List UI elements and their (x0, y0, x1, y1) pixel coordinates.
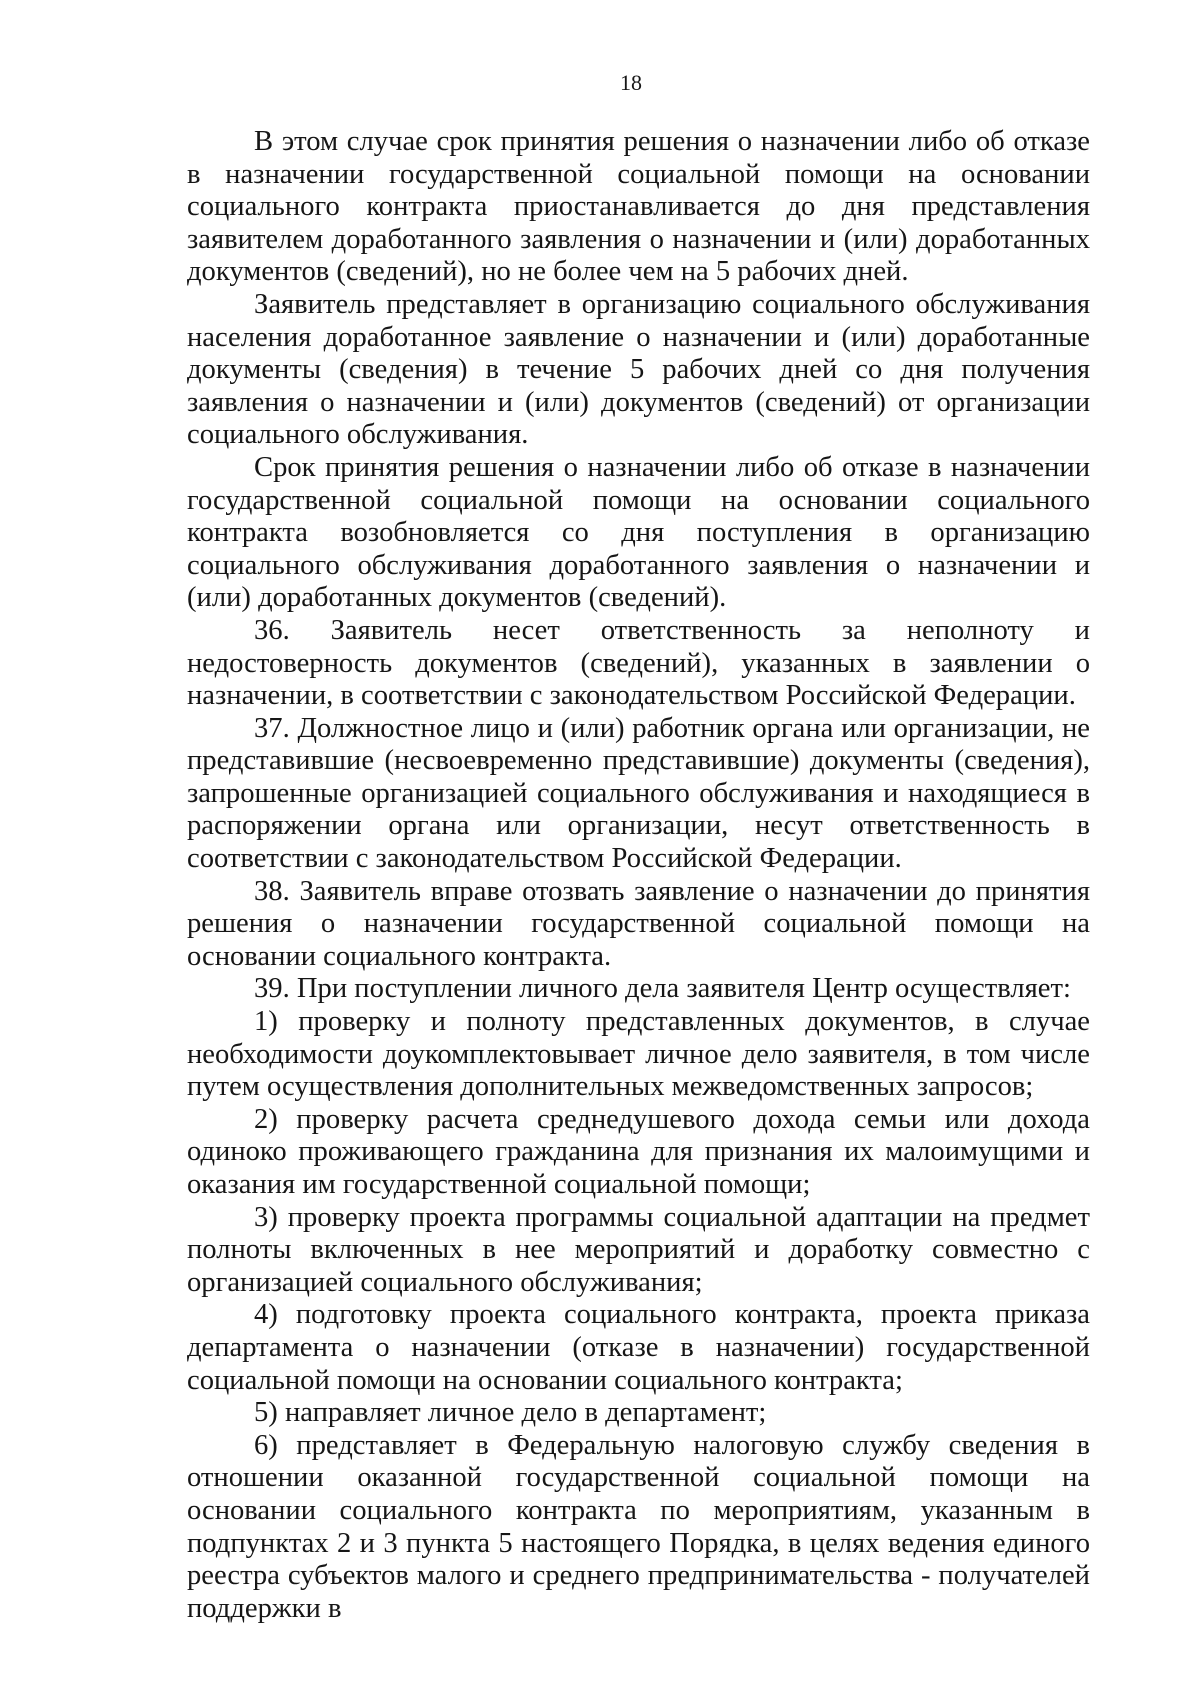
page-number: 18 (620, 70, 642, 95)
subitem-3: 3) проверку проекта программы социальной адаптации на предмет полноты включенных в нее мероприятий и доработку совместно с организацией социального обслуживания; (187, 1201, 1090, 1298)
paragraph-applicant-submits: Заявитель представляет в организацию социального обслуживания населения доработанное заявление о назначении и (или) доработанные документы (сведения) в течение 5 рабочих дней со дня получения заявления о назначении и (или) документов (сведений) от организации социального обслуживания. (187, 288, 1090, 451)
paragraph-term-suspension: В этом случае срок принятия решения о назначении либо об отказе в назначении государственной социальной помощи на основании социального контракта приостанавливается до дня представления заявителем доработанного заявления о назначении и (или) доработанных документов (сведений), но не более чем на 5 рабочих дней. (187, 126, 1090, 288)
subitem-2: 2) проверку расчета среднедушевого дохода семьи или дохода одиноко проживающего гражданина для признания их малоимущими и оказания им государственной социальной помощи; (187, 1103, 1090, 1200)
paragraph-item-37: 37. Должностное лицо и (или) работник органа или организации, не представившие (несвоевременно представившие) документы (сведения), запрошенные организацией социального обслуживания и находящиеся в распоряжении органа или организации, несут ответственность в соответствии с законодательством Российской Федерации. (187, 712, 1090, 875)
subitem-1: 1) проверку и полноту представленных документов, в случае необходимости доукомплектовывает личное дело заявителя, в том числе путем осуществления дополнительных межведомственных запросов; (187, 1006, 1090, 1103)
paragraph-item-36: 36. Заявитель несет ответственность за неполноту и недостоверность документов (сведений), указанных в заявлении о назначении, в соответствии с законодательством Российской Федерации. (187, 614, 1090, 712)
subitem-4: 4) подготовку проекта социального контракта, проекта приказа департамента о назначении (отказе в назначении) государственной социальной помощи на основании социального контракта; (187, 1299, 1090, 1396)
document-body (187, 126, 1090, 1625)
paragraph-item-38: 38. Заявитель вправе отозвать заявление о назначении до принятия решения о назначении государственной социальной помощи на основании социального контракта. (187, 875, 1090, 972)
subitem-6: 6) представляет в Федеральную налоговую службу сведения в отношении оказанной государственной социальной помощи на основании социального контракта по мероприятиям, указанным в подпунктах 2 и 3 пункта 5 настоящего Порядка, в целях ведения единого реестра субъектов малого и среднего предпринимательства - получателей поддержки в (187, 1429, 1090, 1624)
paragraph-term-resumes: Срок принятия решения о назначении либо об отказе в назначении государственной социальной помощи на основании социального контракта возобновляется со дня поступления в организацию социального обслуживания доработанного заявления о назначении и (или) доработанных документов (сведений). (187, 451, 1090, 614)
paragraph-item-39: 39. При поступлении личного дела заявителя Центр осуществляет: (254, 973, 1071, 1005)
subitem-5: 5) направляет личное дело в департамент; (254, 1397, 767, 1429)
